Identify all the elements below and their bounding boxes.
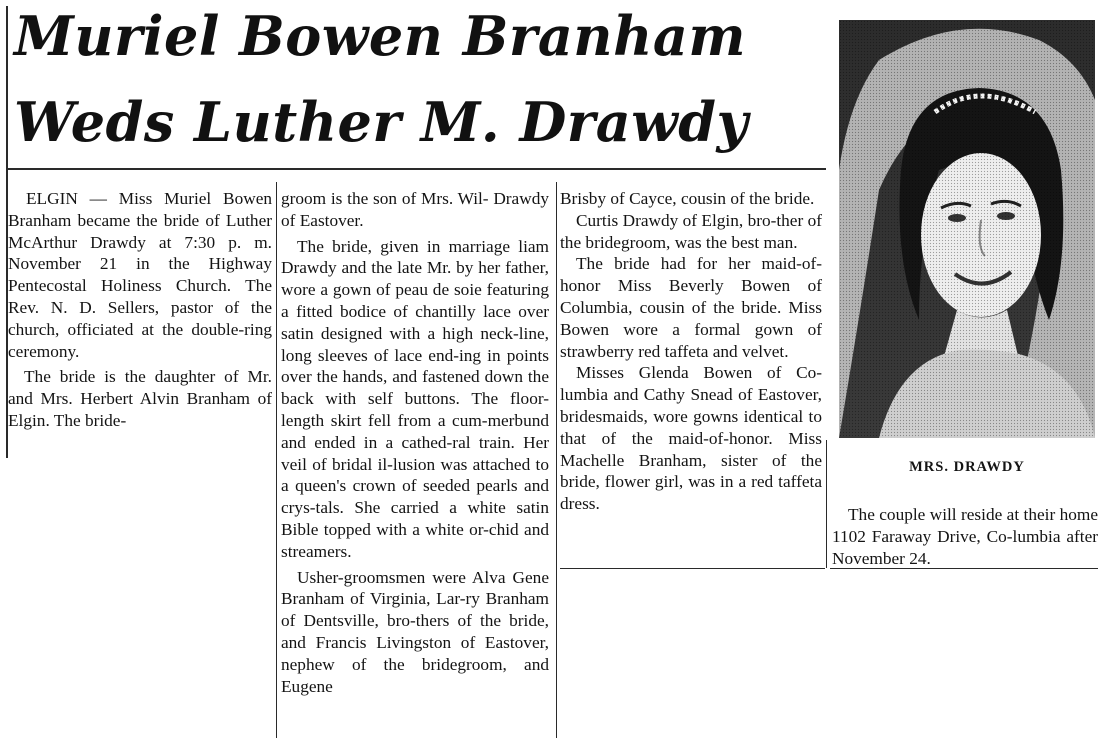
column-divider-2 xyxy=(556,182,557,738)
headline-line-2: Weds Luther M. Drawdy xyxy=(14,90,749,154)
column-3-paragraph-4: Misses Glenda Bowen of Co-lumbia and Cathy Snead of Eastover, bridesmaids, wore gowns identical to that of the maid-of-honor. Miss Machelle Branham, sister of the bride, flower girl, was in a red taffeta dress. xyxy=(560,363,822,514)
column-3-paragraph-3: The bride had for her maid-of-honor Miss Beverly Bowen of Columbia, cousin of the bride. Miss Bowen wore a formal gown of strawberry red taffeta and velvet. xyxy=(560,254,822,361)
column-2-paragraph-1: groom is the son of Mrs. Wil- Drawdy of Eastover. xyxy=(281,189,549,230)
article-column-1 xyxy=(8,188,272,432)
article-column-3 xyxy=(560,188,822,515)
article-column-2 xyxy=(281,188,549,697)
bottom-rule-col3 xyxy=(560,568,825,569)
column-4-paragraph-1: The couple will reside at their home 1102 Faraway Drive, Co-lumbia after November 24. xyxy=(832,505,1098,568)
column-divider-1 xyxy=(276,182,277,738)
headline-bottom-rule xyxy=(6,168,826,170)
headline-line-1: Muriel Bowen Branham xyxy=(14,4,746,68)
column-3-paragraph-2: Curtis Drawdy of Elgin, bro-ther of the bridegroom, was the best man. xyxy=(560,210,822,252)
column-divider-3 xyxy=(826,440,827,568)
bride-portrait-image xyxy=(839,20,1095,438)
bride-portrait-photo xyxy=(839,20,1095,438)
column-2-paragraph-2: The bride, given in marriage liam Drawdy and the late Mr. by her father, wore a gown of peau de soie featuring a fitted bodice of chantilly lace over satin designed with a high neck-line, long sleeves of lace end-ing in points over the hands, and fastened down the back with self buttons. The floor-length skirt fell from a cum-merbund and ended in a cathed-ral train. Her veil of bridal il-lusion was attached to a queen's crown of seeded pearls and crys-tals. She carried a white satin Bible topped with a white or-chid and streamers. xyxy=(281,236,549,561)
column-1-paragraph-1: ELGIN — Miss Muriel Bowen Branham became the bride of Luther McArthur Drawdy at 7:30 p. m. November 21 in the Highway Pentecostal Holiness Church. The Rev. N. D. Sellers, pastor of the church, officiated at the double-ring ceremony. xyxy=(8,189,272,361)
photo-caption: MRS. DRAWDY xyxy=(909,459,1025,475)
article-column-4 xyxy=(832,504,1098,569)
column-3-paragraph-1: Brisby of Cayce, cousin of the bride. xyxy=(560,189,815,208)
column-1-paragraph-2: The bride is the daughter of Mr. and Mrs. Herbert Alvin Branham of Elgin. The bride- xyxy=(8,367,272,430)
column-2-paragraph-3: Usher-groomsmen were Alva Gene Branham of Virginia, Lar-ry Branham of Dentsville, bro-thers of the bride, and Francis Livingston of Eastover, nephew of the bridegroom, and Eugene xyxy=(281,567,549,696)
